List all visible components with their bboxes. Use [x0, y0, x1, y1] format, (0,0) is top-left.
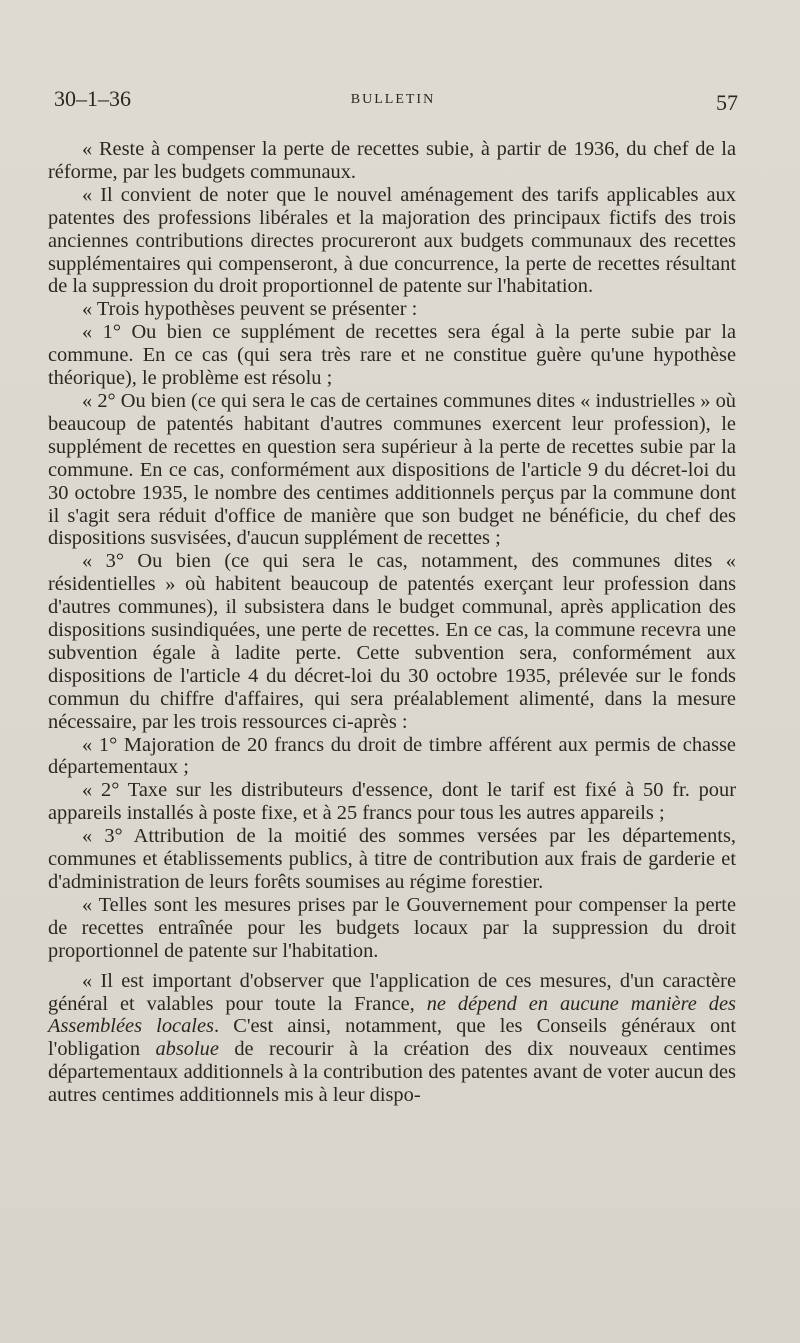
paragraph-segment: « Il est important d'observer que l'application de ces mesures, d'un caractère général et valables pour toute la France, — [48, 969, 736, 1015]
italic-word: absolue — [155, 1038, 219, 1061]
paragraph: « Telles sont les mesures prises par le Gouvernement pour compenser la perte de recettes entraînée pour les budgets locaux par la suppression du droit proportionnel de patente sur l'habitation. — [48, 893, 736, 962]
header-title: BULLETIN — [350, 92, 436, 107]
paragraph: « Trois hypothèses peuvent se présenter : — [82, 298, 418, 321]
paragraph: « Reste à compenser la perte de recettes subie, à partir de 1936, du chef de la réforme, par les budgets communaux. — [48, 138, 736, 183]
page-number: 57 — [716, 90, 738, 115]
paragraph: « 1° Majoration de 20 francs du droit de timbre afférent aux permis de chasse départementaux ; — [48, 733, 736, 779]
paragraph: « 2° Taxe sur les distributeurs d'essence, dont le tarif est fixé à 50 fr. pour appareils installés à poste fixe, et à 25 francs pour tous les autres appareils ; — [48, 779, 736, 825]
italic-phrase: ne dépend en aucune manière des Assemblées locales — [48, 992, 736, 1038]
paragraph: « 3° Ou bien (ce qui sera le cas, notamment, des communes dites « résidentielles » où habitent beaucoup de patentés exerçant leur profession dans d'autres communes), il subsistera dans le budget communal, après application des dispositions susindiquées, une perte de recettes. En ce cas, la commune recevra une subvention égale à ladite perte. Cette subvention sera, conformément aux dispositions de l'article 4 du décret-loi du 30 octobre 1935, prélevée sur le fonds commun du chiffre d'affaires, qui sera préalablement alimenté, dans la mesure nécessaire, par les trois ressources ci-après : — [48, 550, 736, 733]
paragraph: « 1° Ou bien ce supplément de recettes sera égal à la perte subie par la commune. En ce cas (qui sera très rare et ne constitue guère qu'une hypothèse théorique), le problème est résolu ; — [48, 321, 736, 390]
paragraph: « Il convient de noter que le nouvel aménagement des tarifs applicables aux patentes des professions libérales et la majoration des principaux fictifs des trois anciennes contributions directes procureront aux budgets communaux des recettes supplémentaires qui compenseront, à due concurrence, la perte de recettes résultant de la suppression du droit proportionnel de patente sur l'habitation. — [48, 183, 736, 298]
paragraph: « 2° Ou bien (ce qui sera le cas de certaines communes dites « industrielles » où beaucoup de patentés habitant d'autres communes exercent leur profession), le supplément de recettes en question sera supérieur à la perte de recettes subie par la commune. En ce cas, conformément aux dispositions de l'article 9 du décret-loi du 30 octobre 1935, le nombre des centimes additionnels perçus par la commune dont il s'agit sera réduit d'office de manière que son budget ne bénéficie, du chef des dispositions susvisées, d'aucun supplément de recettes ; — [48, 389, 736, 550]
running-head — [48, 86, 738, 118]
paragraph-segment: . C'est ainsi, notamment, que les Conseils généraux ont l'obligation — [48, 1015, 736, 1061]
paragraph-last — [48, 970, 736, 1107]
header-date: 30–1–36 — [54, 86, 131, 111]
paragraph: « 3° Attribution de la moitié des sommes versées par les départements, communes et établissements publics, à titre de contribution aux frais de garderie et d'administration de leurs forêts soumises au régime forestier. — [48, 825, 736, 893]
body-text — [48, 138, 736, 1107]
paragraph-segment: de recourir à la création des dix nouveaux centimes départementaux additionnels à la contribution des patentes avant de voter aucun des autres centimes additionnels mis à leur dispo- — [48, 1038, 737, 1107]
